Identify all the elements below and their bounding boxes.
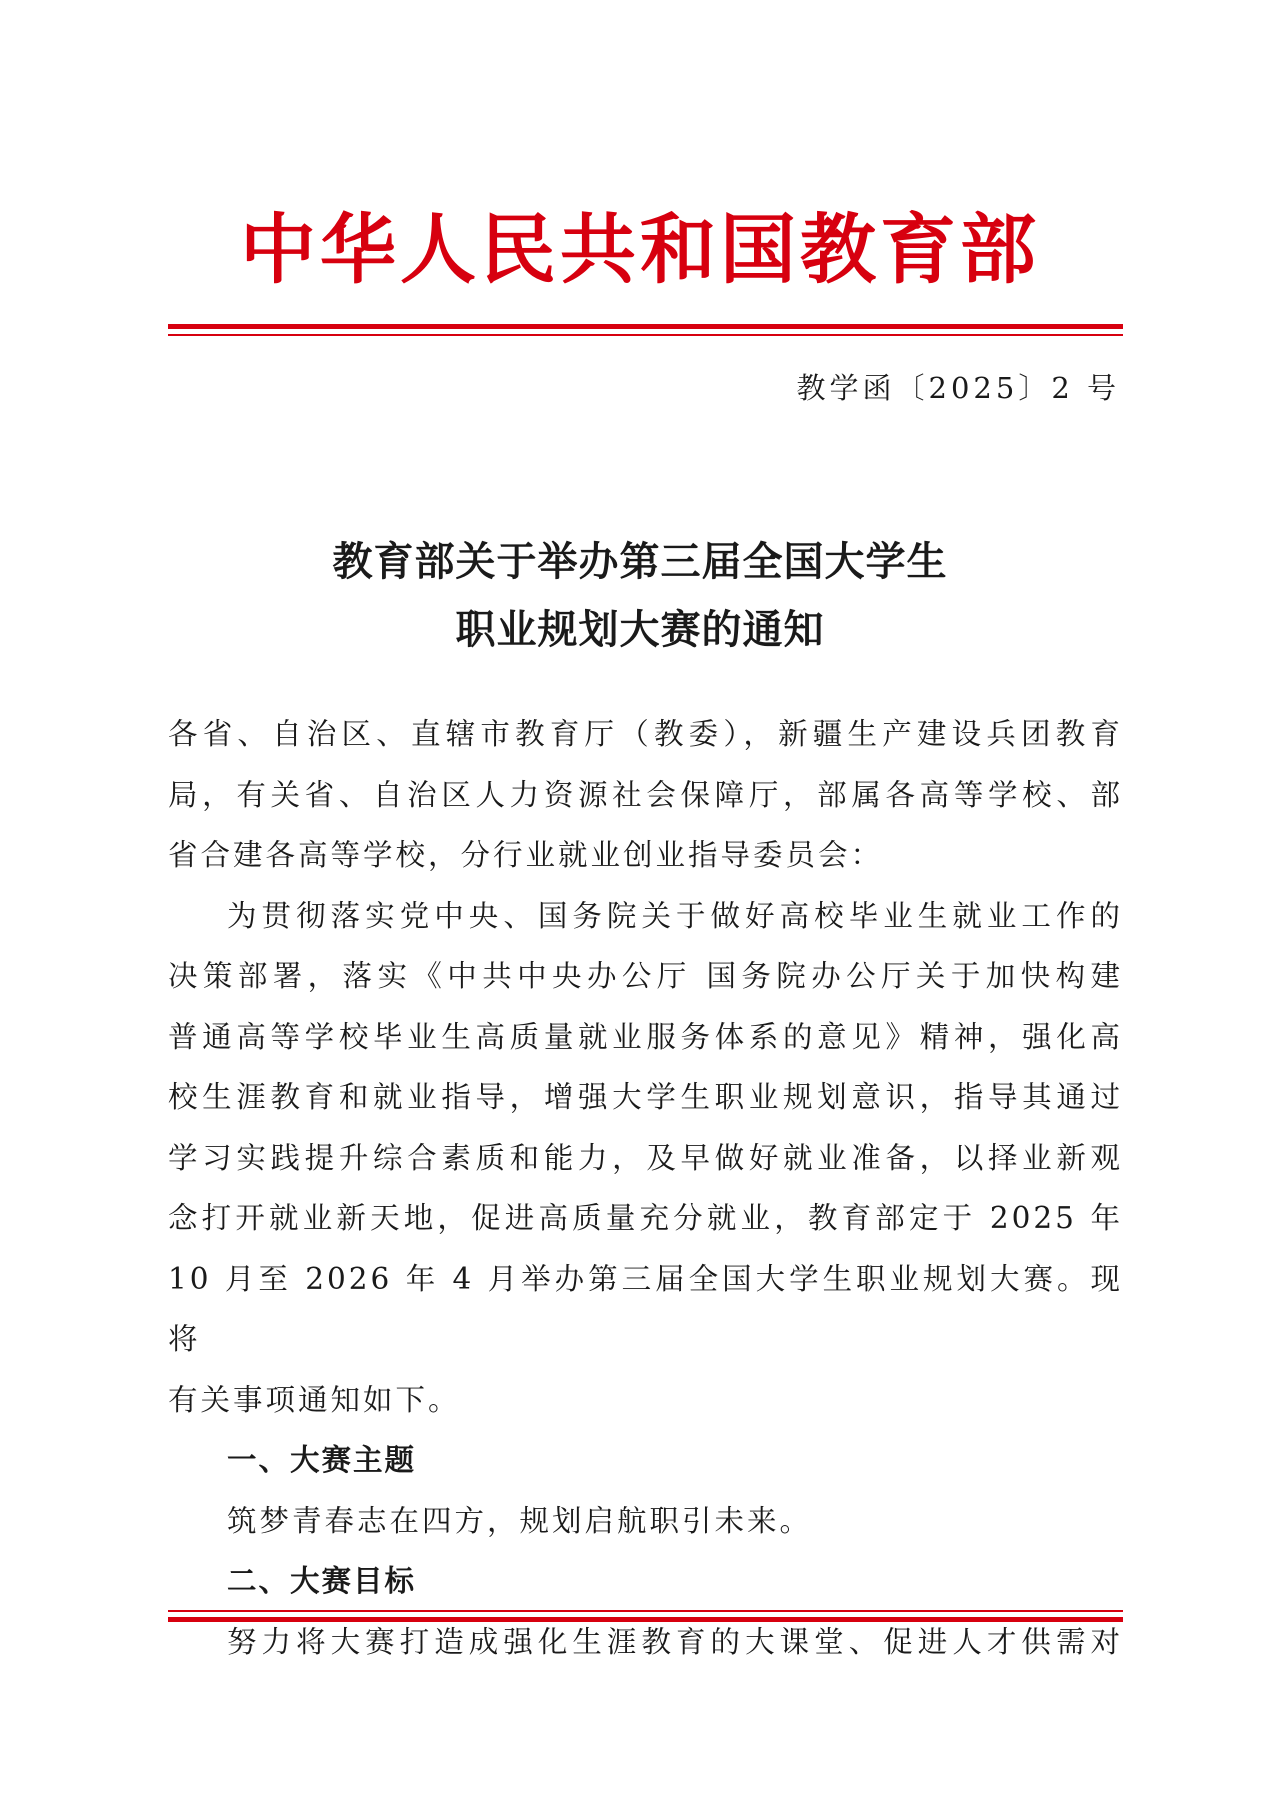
recipients-line: 省合建各高等学校，分行业就业创业指导委员会：	[168, 838, 884, 872]
recipients-paragraph	[168, 704, 1123, 886]
intro-line: 学习实践提升综合素质和能力，及早做好就业准备，以择业新观	[168, 1140, 1123, 1175]
footer-rule-thick	[168, 1617, 1123, 1622]
intro-paragraph	[168, 886, 1123, 1431]
intro-line: 有关事项通知如下。	[168, 1382, 461, 1417]
document-body	[168, 704, 1123, 1672]
intro-line: 为贯彻落实党中央、国务院关于做好高校毕业生就业工作的	[227, 898, 1123, 933]
notice-title-line-1: 教育部关于举办第三届全国大学生	[332, 539, 948, 585]
section-text-goals: 努力将大赛打造成强化生涯教育的大课堂、促进人才供需对	[227, 1624, 1123, 1659]
header-rule-thin	[168, 334, 1123, 336]
header-rule-thick	[168, 324, 1123, 329]
document-number: 教学函〔2025〕2 号	[796, 371, 1120, 405]
notice-title	[0, 528, 1280, 664]
masthead-title: 中华人民共和国教育部	[240, 205, 1040, 294]
intro-line: 普通高等学校毕业生高质量就业服务体系的意见》精神，强化高	[168, 1019, 1123, 1054]
recipients-line: 局，有关省、自治区人力资源社会保障厅，部属各高等学校、部	[168, 777, 1123, 812]
intro-line: 校生涯教育和就业指导，增强大学生职业规划意识，指导其通过	[168, 1080, 1123, 1114]
footer-rule-thin	[168, 1610, 1123, 1612]
intro-line: 10 月至 2026 年 4 月举办第三届全国大学生职业规划大赛。现将	[168, 1261, 1123, 1356]
intro-line: 念打开就业新天地，促进高质量充分就业，教育部定于 2025 年	[168, 1201, 1123, 1235]
section-text-theme: 筑梦青春志在四方，规划启航职引未来。	[227, 1503, 813, 1538]
notice-title-line-2: 职业规划大赛的通知	[455, 607, 825, 653]
recipients-line: 各省、自治区、直辖市教育厅（教委），新疆生产建设兵团教育	[168, 717, 1123, 751]
section-heading-goals: 二、大赛目标	[227, 1564, 417, 1598]
intro-line: 决策部署，落实《中共中央办公厅 国务院办公厅关于加快构建	[168, 959, 1123, 993]
section-heading-theme: 一、大赛主题	[227, 1443, 417, 1477]
